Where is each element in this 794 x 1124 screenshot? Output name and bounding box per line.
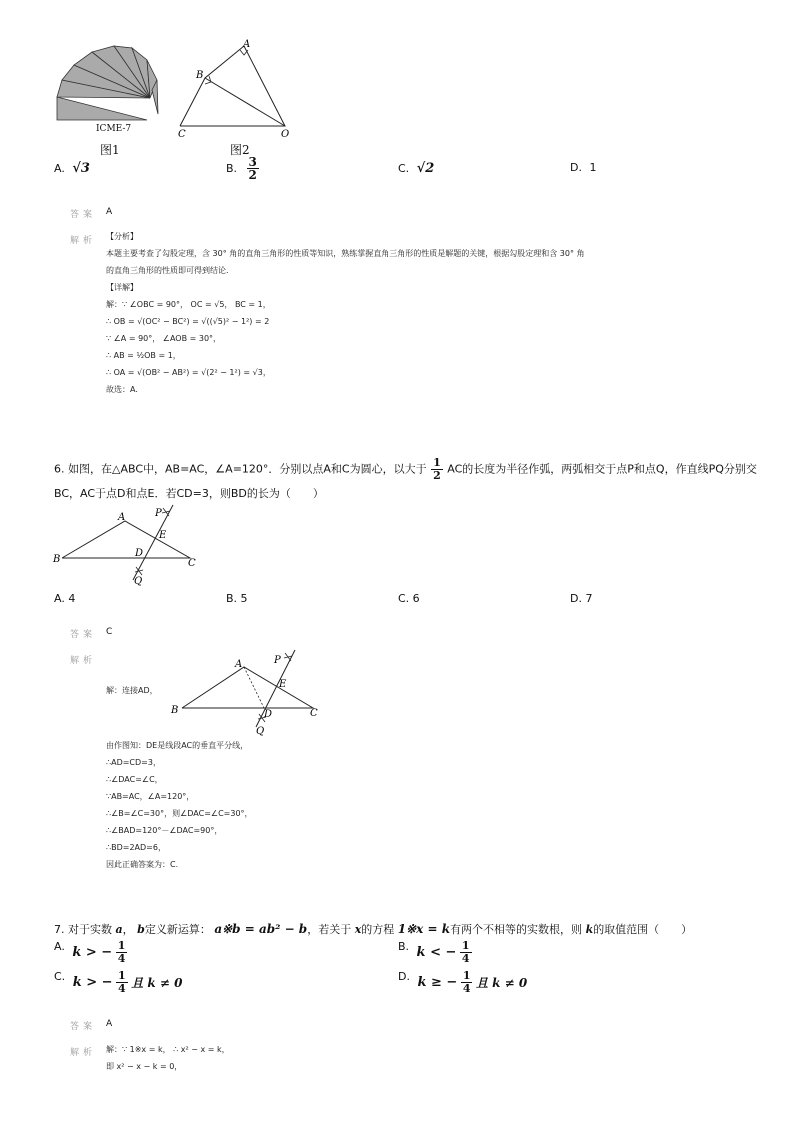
q6-stem-line2: BC，AC于点D和点E．若CD=3，则BD的长为（ ） xyxy=(54,487,324,500)
q5-answer-label: 答案 xyxy=(70,210,97,220)
q6-point-B: B xyxy=(53,554,61,565)
q6-point-D: D xyxy=(135,548,144,559)
q7-answer-value: A xyxy=(106,1019,113,1029)
q6s-point-P: P xyxy=(274,655,281,666)
q5-option-d[interactable]: D. 1 xyxy=(570,161,597,174)
q6-analysis-label: 解析 xyxy=(70,656,97,666)
figure-1-label: 图1 xyxy=(100,143,120,157)
q5-analysis-label: 解析 xyxy=(70,236,97,246)
q5-answer-value: A xyxy=(106,207,113,217)
q7-analysis-label: 解析 xyxy=(70,1048,97,1058)
figure-1-caption: ICME-7 xyxy=(96,124,132,134)
fig2-point-C: C xyxy=(178,129,186,138)
q6-point-P: P xyxy=(155,508,162,519)
q6-point-Q: Q xyxy=(134,576,143,587)
q6-option-b[interactable]: B. 5 xyxy=(226,592,248,605)
q6s-point-E: E xyxy=(279,679,287,690)
q5-option-b[interactable]: B. $\frac{3}{2}$ xyxy=(226,155,257,182)
q7-solution: 解：∵ 1※x = k， ∴ x² − x = k， 即 x² − x − k = 0， xyxy=(106,1045,230,1071)
q6-point-E: E xyxy=(159,530,167,541)
fig2-point-A: A xyxy=(243,39,251,50)
q6-option-c[interactable]: C. 6 xyxy=(398,592,420,605)
fig2-point-O: O xyxy=(281,129,290,138)
q7-option-a[interactable]: A. k > − $\frac{1}{4}$ xyxy=(54,939,126,965)
q6s-point-B: B xyxy=(171,705,179,716)
q6-point-C: C xyxy=(188,558,196,569)
q6-solution-intro: 解：连接AD， xyxy=(106,686,158,695)
q7-answer-label: 答案 xyxy=(70,1022,97,1032)
q6s-point-C: C xyxy=(310,708,318,719)
q5-option-c[interactable]: C. √2 xyxy=(398,161,435,176)
figure-2-triangles xyxy=(172,38,302,138)
q6-answer-label: 答案 xyxy=(70,630,97,640)
q6-option-d[interactable]: D. 7 xyxy=(570,592,593,605)
q6-solution-figure xyxy=(168,645,328,737)
q6-point-A: A xyxy=(118,512,126,523)
fig2-point-B: B xyxy=(196,70,204,81)
figure-2-label: 图2 xyxy=(230,143,250,157)
q6-answer-value: C xyxy=(106,627,113,637)
q5-solution: 【分析】 本题主要考查了勾股定理，含 30° 角的直角三角形的性质等知识，熟练掌握直角三角形的性质是解题的关键，根据勾股定理和含 30° 角 的直角三角形的性质即可得到结论. 【详解】 解：∵ ∠OBC = 90°， OC = √5， BC = 1， ∴ OB = √(OC² − BC²) = √((√5)² − 1²) = 2 ∵ ∠A = 90°， ∠AOB = 30°， ∴ AB = ½OB = 1， ∴ OA = √(OB² − AB²) = √(2² − 1²) = √3， 故选：A. xyxy=(106,232,585,394)
q6s-point-Q: Q xyxy=(256,726,265,737)
q5-option-a[interactable]: A. √3 xyxy=(54,161,90,176)
q6-solution: 由作图知：DE是线段AC的垂直平分线， ∴AD=CD=3， ∴∠DAC=∠C， ∵AB=AC，∠A=120°， ∴∠B=∠C=30°，则∠DAC=∠C=30°， ∴∠BAD=120°－∠DAC=90°， ∴BD=2AD=6， 因此正确答案为：C. xyxy=(106,741,253,869)
figure-1-fan-triangles xyxy=(52,40,164,122)
q7-option-b[interactable]: B. k < − $\frac{1}{4}$ xyxy=(398,939,470,965)
q7-option-d[interactable]: D. k ≥ − $\frac{1}{4}$ 且 k ≠ 0 xyxy=(398,969,528,995)
q6-option-a[interactable]: A. 4 xyxy=(54,592,76,605)
q6-figure xyxy=(50,500,210,588)
q7-stem: 7. 对于实数 a， b定义新运算： a※b = ab² − b，若关于 x的方程 1※x = k有两个不相等的实数根，则 k的取值范围（ ） xyxy=(54,922,693,936)
q7-option-c[interactable]: C. k > − $\frac{1}{4}$ 且 k ≠ 0 xyxy=(54,969,183,995)
q6-stem-line1: 6. 如图，在△ABC中，AB=AC，∠A=120°．分别以点A和C为圆心，以大于 $\frac{1}{2}$ AC的长度为半径作弧，两弧相交于点P和点Q，作直线PQ分别交 xyxy=(54,456,757,482)
q6s-point-A: A xyxy=(235,659,243,670)
q6s-point-D: D xyxy=(264,709,273,720)
